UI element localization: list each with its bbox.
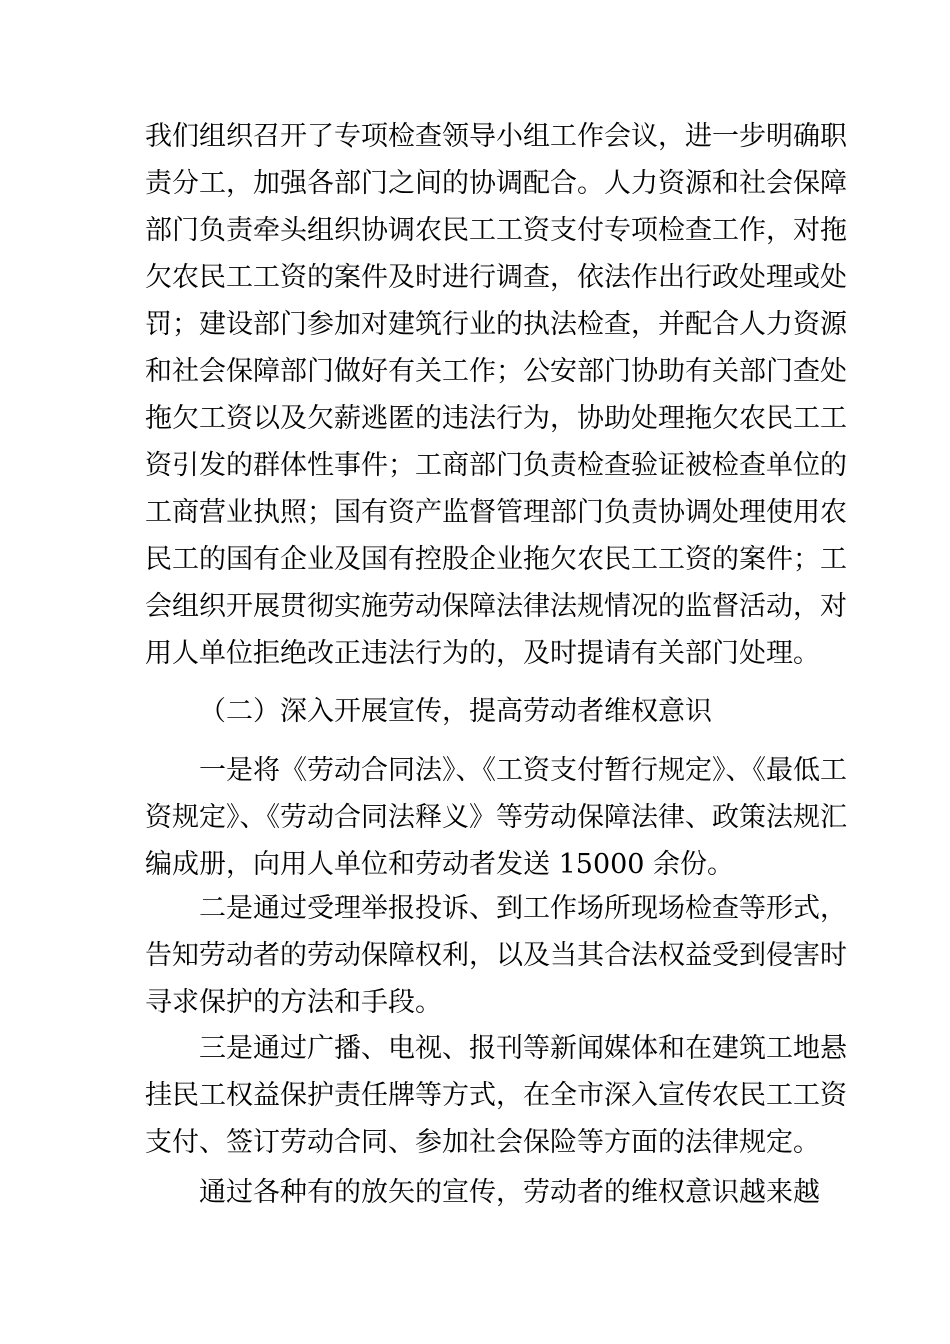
paragraph-line: 罚；建设部门参加对建筑行业的执法检查，并配合人力资源 xyxy=(145,309,847,340)
paragraph-line: 挂民工权益保护责任牌等方式，在全市深入宣传农民工工资 xyxy=(145,1080,847,1111)
paragraph-line: 部门负责牵头组织协调农民工工资支付专项检查工作，对拖 xyxy=(145,215,847,246)
paragraph-line: 责分工，加强各部门之间的协调配合。人力资源和社会保障 xyxy=(145,168,847,199)
paragraph-line: 通过各种有的放矢的宣传，劳动者的维权意识越来越 xyxy=(199,1177,820,1208)
paragraph-line: 支付、签订劳动合同、参加社会保险等方面的法律规定。 xyxy=(145,1127,820,1158)
paragraph-line: 告知劳动者的劳动保障权利，以及当其合法权益受到侵害时 xyxy=(145,940,847,971)
paragraph-line: 二是通过受理举报投诉、到工作场所现场检查等形式， xyxy=(199,893,847,924)
paragraph-line: 我们组织召开了专项检查领导小组工作会议，进一步明确职 xyxy=(145,121,847,152)
paragraph-line: 工商营业执照；国有资产监督管理部门负责协调处理使用农 xyxy=(145,497,847,528)
paragraph-line: 资规定》、《劳动合同法释义》等劳动保障法律、政策法规汇 xyxy=(145,802,847,833)
paragraph-line: 拖欠工资以及欠薪逃匿的违法行为，协助处理拖欠农民工工 xyxy=(145,403,847,434)
paragraph-line: 和社会保障部门做好有关工作；公安部门协助有关部门查处 xyxy=(145,356,847,387)
paragraph-line: 欠农民工工资的案件及时进行调查，依法作出行政处理或处 xyxy=(145,262,847,293)
paragraph-line: 三是通过广播、电视、报刊等新闻媒体和在建筑工地悬 xyxy=(199,1033,847,1064)
paragraph-line: 会组织开展贯彻实施劳动保障法律法规情况的监督活动，对 xyxy=(145,591,847,622)
paragraph-line: 一是将《劳动合同法》、《工资支付暂行规定》、《最低工 xyxy=(199,755,847,786)
paragraph-line: 编成册，向用人单位和劳动者发送 15000 余份。 xyxy=(145,849,735,880)
paragraph-line: 用人单位拒绝改正违法行为的，及时提请有关部门处理。 xyxy=(145,638,820,669)
paragraph-line: 资引发的群体性事件；工商部门负责检查验证被检查单位的 xyxy=(145,450,847,481)
section-heading: （二）深入开展宣传，提高劳动者维权意识 xyxy=(199,696,712,727)
paragraph-line: 寻求保护的方法和手段。 xyxy=(145,987,442,1018)
paragraph-line: 民工的国有企业及国有控股企业拖欠农民工工资的案件；工 xyxy=(145,544,847,575)
